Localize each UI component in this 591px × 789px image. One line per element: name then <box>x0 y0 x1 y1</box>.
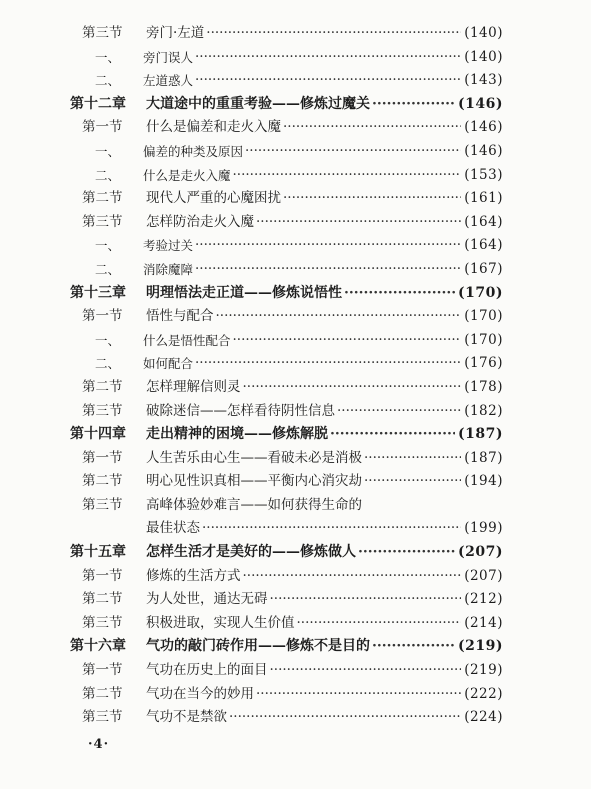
toc-item-row[interactable] <box>0 46 591 70</box>
toc-page-number: (170) <box>458 284 503 301</box>
toc-leader-dots <box>243 565 462 589</box>
toc-leader-dots <box>243 376 462 400</box>
toc-entry-label: 第三节 <box>82 614 123 631</box>
toc-entry-title: 考验过关 <box>143 238 194 254</box>
toc-entry-title: 什么是走火入魔 <box>143 167 231 183</box>
toc-item-row[interactable] <box>0 164 591 188</box>
toc-section-row[interactable] <box>0 683 591 707</box>
toc-section-row[interactable] <box>0 211 591 235</box>
toc-section-row[interactable] <box>0 116 591 140</box>
toc-leader-dots <box>195 352 461 376</box>
toc-item-row[interactable] <box>0 352 591 376</box>
toc-page-number: (222) <box>464 685 503 702</box>
toc-entry-label: 二、 <box>95 73 121 89</box>
toc-entry-label: 二、 <box>95 261 121 277</box>
toc-section-row[interactable] <box>0 305 591 329</box>
toc-leader-dots <box>297 612 462 636</box>
toc-page-number: (187) <box>464 449 503 466</box>
toc-entry-label: 第二节 <box>82 378 123 395</box>
toc-entry-label: 第十六章 <box>70 638 126 655</box>
toc-entry-label: 第一节 <box>82 662 123 679</box>
toc-chapter-row[interactable] <box>0 93 591 117</box>
toc-entry-title: 怎样防治走火入魔 <box>146 213 254 230</box>
toc-leader-dots <box>233 329 462 353</box>
toc-leader-dots <box>233 164 462 188</box>
toc-entry-label: 第十二章 <box>70 95 126 112</box>
toc-page-number: (194) <box>464 473 503 490</box>
toc-leader-dots <box>358 541 455 565</box>
toc-entry-label: 第十三章 <box>70 284 126 301</box>
toc-leader-dots <box>283 187 461 211</box>
toc-section-row[interactable] <box>0 517 591 541</box>
toc-entry-title: 气功不是禁欲 <box>146 709 227 726</box>
toc-entry-label: 第一节 <box>82 449 123 466</box>
toc-entry-title: 现代人严重的心魔困扰 <box>146 190 281 207</box>
toc-chapter-row[interactable] <box>0 635 591 659</box>
toc-item-row[interactable] <box>0 329 591 353</box>
toc-entry-label: 第十五章 <box>70 544 126 561</box>
toc-item-row[interactable] <box>0 258 591 282</box>
toc-page-number: (182) <box>464 402 503 419</box>
toc-entry-title: 为人处世，通达无碍 <box>146 591 268 608</box>
toc-entry-title: 什么是偏差和走火入魔 <box>146 119 281 136</box>
toc-entry-title: 修炼的生活方式 <box>146 567 241 584</box>
toc-entry-title: 高峰体验妙难言——如何获得生命的 <box>146 496 362 513</box>
toc-page-number: (214) <box>464 614 503 631</box>
toc-chapter-row[interactable] <box>0 423 591 447</box>
toc-page-number: (219) <box>464 662 503 679</box>
toc-entry-label: 第一节 <box>82 567 123 584</box>
toc-leader-dots <box>344 282 455 306</box>
toc-entry-title: 最佳状态 <box>146 520 200 537</box>
toc-entry-title: 怎样生活才是美好的——修炼做人 <box>146 544 356 561</box>
toc-entry-title: 如何配合 <box>143 356 194 372</box>
toc-entry-label: 第二节 <box>82 591 123 608</box>
toc-entry-label: 第十四章 <box>70 426 126 443</box>
toc-item-row[interactable] <box>0 234 591 258</box>
toc-leader-dots <box>216 305 462 329</box>
toc-section-row[interactable] <box>0 400 591 424</box>
toc-entry-title: 大道途中的重重考验——修炼过魔关 <box>146 95 370 112</box>
toc-section-row[interactable] <box>0 612 591 636</box>
toc-entry-title: 明理悟法走正道——修炼说悟性 <box>146 284 342 301</box>
toc-entry-label: 一、 <box>95 332 121 348</box>
toc-item-row[interactable] <box>0 140 591 164</box>
toc-leader-dots <box>364 447 461 471</box>
toc-page-number: (161) <box>464 190 503 207</box>
toc-page-number: (187) <box>458 426 503 443</box>
toc-page-number: (140) <box>464 25 503 41</box>
toc-entry-label: 第一节 <box>82 308 123 325</box>
toc-section-row[interactable] <box>0 565 591 589</box>
toc-page-number: (207) <box>464 567 503 584</box>
toc-leader-dots <box>195 234 461 258</box>
toc-entry-title: 气功的敲门砖作用——修炼不是目的 <box>146 638 370 655</box>
toc-page-number: (164) <box>464 213 503 230</box>
toc-entry-label: 第三节 <box>82 402 123 419</box>
toc-section-row[interactable] <box>0 659 591 683</box>
toc-leader-dots <box>372 635 455 659</box>
toc-entry-label: 第一节 <box>82 119 123 136</box>
toc-entry-label: 一、 <box>95 238 121 254</box>
toc-chapter-row[interactable] <box>0 541 591 565</box>
toc-entry-title: 怎样理解信则灵 <box>146 378 241 395</box>
toc-section-row[interactable] <box>0 470 591 494</box>
toc-leader-dots <box>256 683 461 707</box>
toc-entry-title: 明心见性识真相——平衡内心消灾劫 <box>146 473 362 490</box>
toc-section-row[interactable] <box>0 376 591 400</box>
toc-section-row[interactable] <box>0 706 591 730</box>
toc-page-number: (143) <box>464 72 503 89</box>
toc-entry-title: 积极进取，实现人生价值 <box>146 614 295 631</box>
toc-entry-label: 二、 <box>95 356 121 372</box>
toc-entry-label: 第三节 <box>82 25 123 41</box>
toc-leader-dots <box>202 517 461 541</box>
toc-leader-dots <box>229 706 461 730</box>
toc-entry-label: 一、 <box>95 143 121 159</box>
toc-leader-dots <box>337 400 461 424</box>
toc-section-row[interactable] <box>0 22 591 46</box>
toc-page-number: (224) <box>464 709 503 726</box>
toc-leader-dots <box>195 258 461 282</box>
toc-leader-dots <box>270 659 462 683</box>
toc-page-number: (212) <box>464 591 503 608</box>
toc-entry-title: 破除迷信——怎样看待阴性信息 <box>146 402 335 419</box>
toc-entry-label: 二、 <box>95 167 121 183</box>
toc-leader-dots <box>245 140 461 164</box>
toc-leader-dots <box>283 116 461 140</box>
toc-entry-label: 第三节 <box>82 213 123 230</box>
toc-entry-title: 人生苦乐由心生——看破未必是消极 <box>146 449 362 466</box>
toc-page-number: (219) <box>458 638 503 655</box>
toc-entry-title: 偏差的种类及原因 <box>143 143 244 159</box>
toc-leader-dots <box>256 211 461 235</box>
page-number: ·4· <box>88 737 110 752</box>
toc-page-number: (164) <box>464 237 503 254</box>
toc-entry-title: 走出精神的困境——修炼解脱 <box>146 426 328 443</box>
toc-page-number: (207) <box>458 544 503 561</box>
toc-entry-label: 第二节 <box>82 473 123 490</box>
toc-leader-dots <box>270 588 462 612</box>
toc-page-number: (176) <box>464 355 503 372</box>
toc-page-number: (140) <box>464 48 503 65</box>
toc-item-row[interactable] <box>0 69 591 93</box>
toc-entry-label: 第二节 <box>82 190 123 207</box>
toc-section-row[interactable] <box>0 447 591 471</box>
toc-page-number: (170) <box>464 308 503 325</box>
toc-page-number: (146) <box>458 95 503 112</box>
toc-chapter-row[interactable] <box>0 282 591 306</box>
table-of-contents <box>0 22 591 730</box>
toc-entry-title: 旁门误人 <box>143 49 194 65</box>
toc-entry-label: 一、 <box>95 49 121 65</box>
toc-section-row[interactable] <box>0 588 591 612</box>
toc-page-number: (146) <box>464 119 503 136</box>
toc-page-number: (170) <box>464 331 503 348</box>
toc-entry-title: 旁门·左道 <box>146 25 205 41</box>
toc-page-number: (167) <box>464 260 503 277</box>
toc-page-number: (153) <box>464 166 503 183</box>
toc-entry-label: 第三节 <box>82 496 123 513</box>
toc-entry-title: 什么是悟性配合 <box>143 332 231 348</box>
toc-page-number: (146) <box>464 142 503 159</box>
toc-entry-label: 第二节 <box>82 685 123 702</box>
toc-section-row[interactable] <box>0 494 591 518</box>
toc-leader-dots <box>372 93 455 117</box>
toc-page-number: (199) <box>464 520 503 537</box>
toc-leader-dots <box>195 46 461 70</box>
toc-leader-dots <box>364 470 461 494</box>
toc-entry-title: 左道惑人 <box>143 73 194 89</box>
toc-entry-title: 气功在历史上的面目 <box>146 662 268 679</box>
toc-page-number: (178) <box>464 378 503 395</box>
toc-section-row[interactable] <box>0 187 591 211</box>
toc-entry-title: 气功在当今的妙用 <box>146 685 254 702</box>
toc-leader-dots <box>330 423 455 447</box>
toc-entry-label: 第三节 <box>82 709 123 726</box>
toc-leader-dots <box>195 69 461 93</box>
toc-entry-title: 消除魔障 <box>143 261 194 277</box>
toc-entry-title: 悟性与配合 <box>146 308 214 325</box>
toc-leader-dots <box>206 22 461 46</box>
